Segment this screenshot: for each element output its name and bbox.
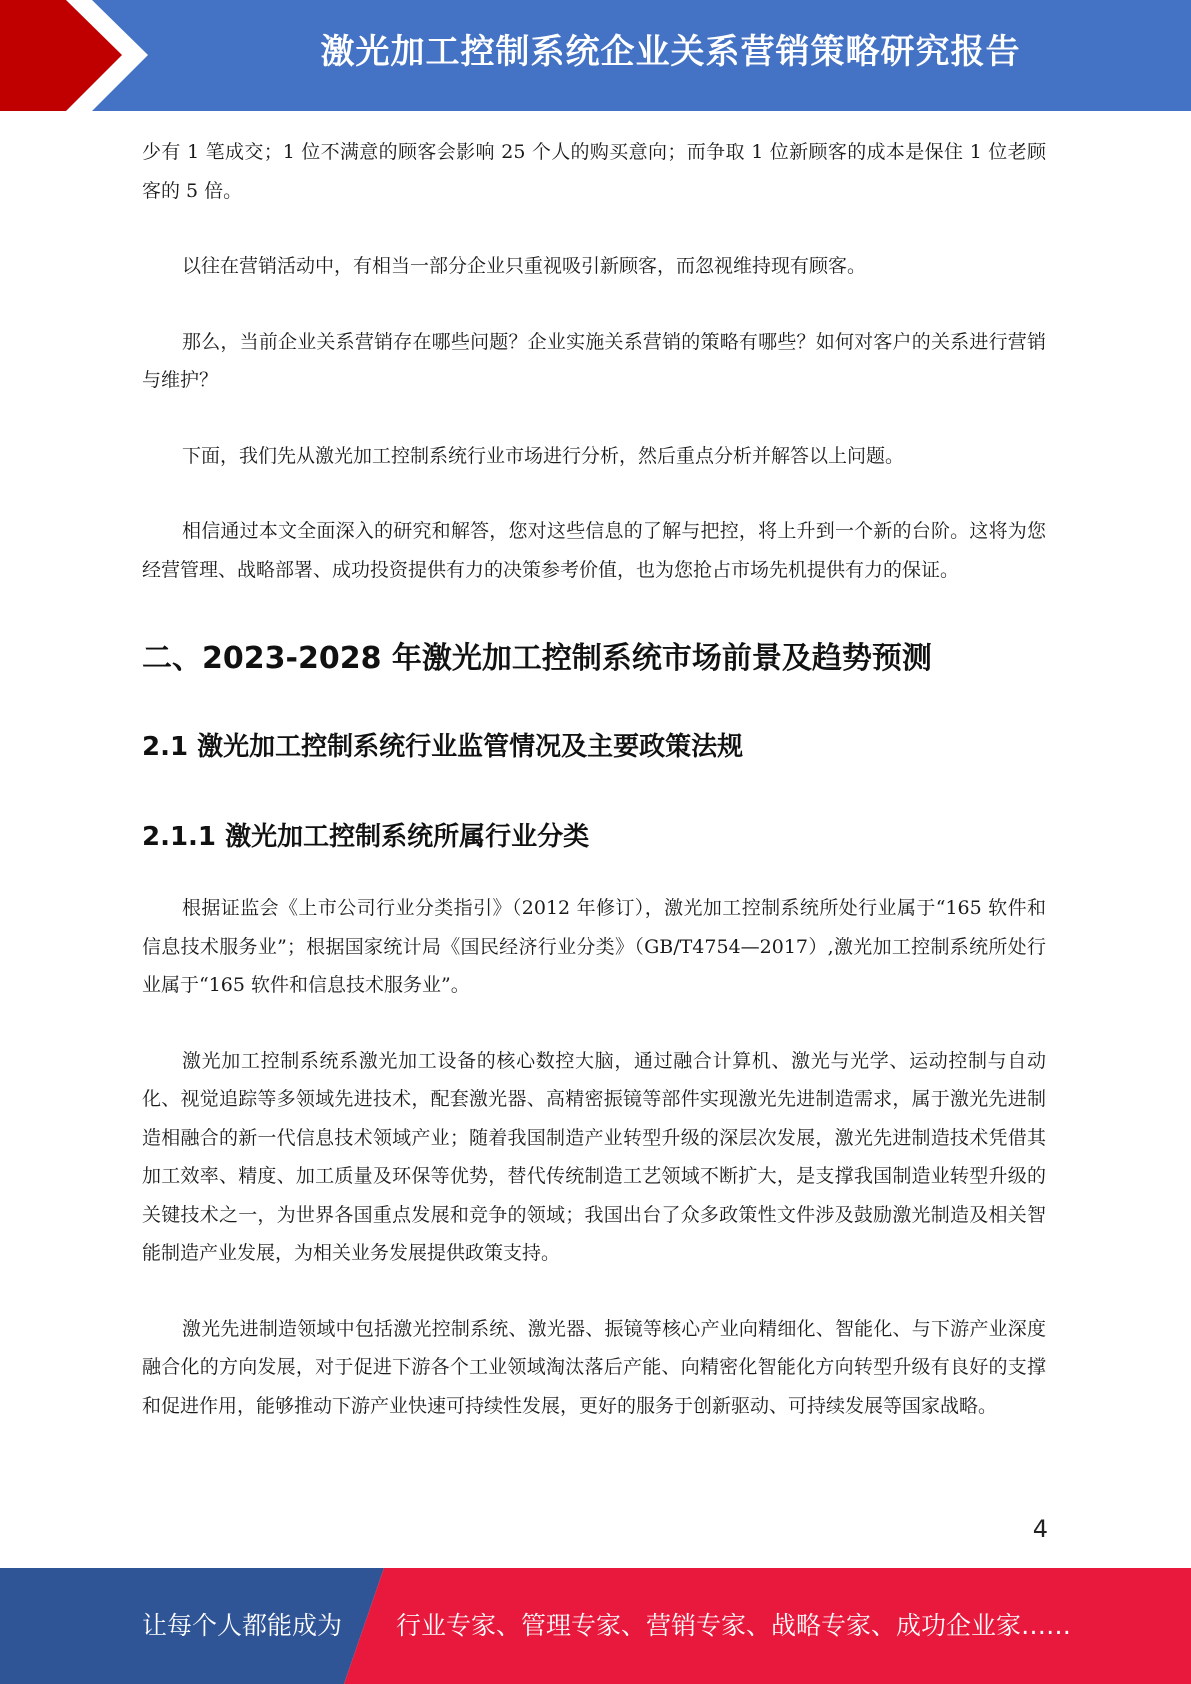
footer-slogan-right: 行业专家、管理专家、营销专家、战略专家、成功企业家…… (396, 1611, 1072, 1640)
page-footer (0, 1568, 1191, 1684)
subsection-heading: 2.1 激光加工控制系统行业监管情况及主要政策法规 (142, 732, 744, 762)
paragraph: 激光加工控制系统系激光加工设备的核心数控大脑，通过融合计算机、激光与光学、运动控制与自动化、视觉追踪等多领域先进技术，配套激光器、高精密振镜等部件实现激光先进制造需求，属于激光先进制造相融合的新一代信息技术领域产业；随着我国制造产业转型升级的深层次发展，激光先进制造技术凭借其加工效率、精度、加工质量及环保等优势，替代传统制造工艺领域不断扩大，是支撑我国制造业转型升级的关键技术之一，为世界各国重点发展和竞争的领域；我国出台了众多政策性文件涉及鼓励激光制造及相关智能制造产业发展，为相关业务发展提供政策支持。 (142, 1049, 1046, 1264)
page-header (0, 0, 1191, 111)
paragraph: 那么，当前企业关系营销存在哪些问题？企业实施关系营销的策略有哪些？如何对客户的关系进行营销与维护？ (142, 330, 1046, 391)
subsubsection-heading: 2.1.1 激光加工控制系统所属行业分类 (142, 822, 590, 852)
paragraph: 根据证监会《上市公司行业分类指引》（2012 年修订），激光加工控制系统所处行业属于“165 软件和信息技术服务业”；根据国家统计局《国民经济行业分类》（GB/T4754—2017）,激光加工控制系统所处行业属于“165 软件和信息技术服务业”。 (142, 897, 1046, 996)
paragraph: 激光先进制造领域中包括激光控制系统、激光器、振镜等核心产业向精细化、智能化、与下游产业深度融合化的方向发展，对于促进下游各个工业领域淘汰落后产能、向精密化智能化方向转型升级有良好的支撑和促进作用，能够推动下游产业快速可持续性发展，更好的服务于创新驱动、可持续发展等国家战略。 (142, 1317, 1046, 1417)
paragraph: 下面，我们先从激光加工控制系统行业市场进行分析，然后重点分析并解答以上问题。 (182, 444, 905, 467)
section-heading: 二、2023-2028 年激光加工控制系统市场前景及趋势预测 (142, 641, 932, 676)
paragraph: 以往在营销活动中，有相当一部分企业只重视吸引新顾客，而忽视维持现有顾客。 (182, 255, 867, 277)
footer-slogan-left: 让每个人都能成为 (142, 1611, 343, 1640)
page-content (142, 133, 1046, 1462)
page-number: 4 (1032, 1515, 1048, 1543)
paragraph: 相信通过本文全面深入的研究和解答，您对这些信息的了解与把控，将上升到一个新的台阶。这将为您经营管理、战略部署、成功投资提供有力的决策参考价值，也为您抢占市场先机提供有力的保证。 (142, 520, 1046, 581)
paragraph: 少有 1 笔成交；1 位不满意的顾客会影响 25 个人的购买意向；而争取 1 位新顾客的成本是保住 1 位老顾客的 5 倍。 (142, 141, 1046, 202)
report-title: 激光加工控制系统企业关系营销策略研究报告 (320, 32, 1021, 72)
